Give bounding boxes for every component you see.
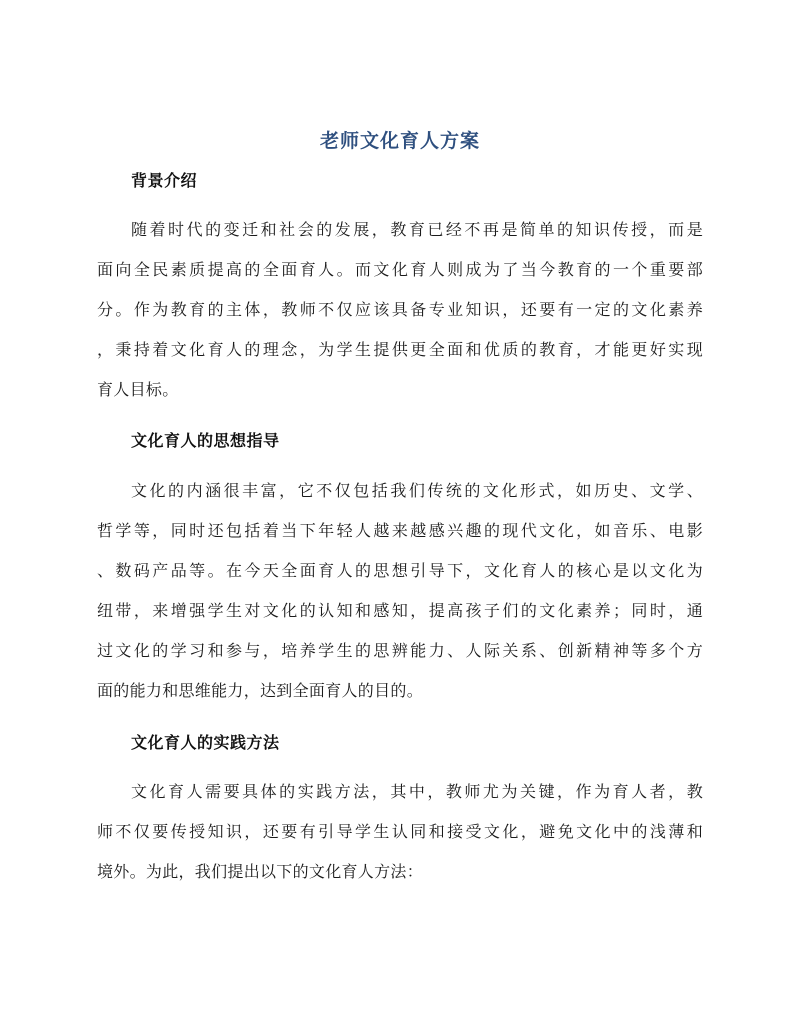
section-heading-practice: 文化育人的实践方法 xyxy=(131,733,280,752)
paragraph-line: 面的能力和思维能力，达到全面育人的目的。 xyxy=(97,681,424,700)
paragraph-line: 境外。为此，我们提出以下的文化育人方法： xyxy=(97,862,424,881)
paragraph-line: 文化的内涵很丰富，它不仅包括我们传统的文化形式，如历史、文学、 xyxy=(131,481,703,500)
paragraph-line: 文化育人需要具体的实践方法，其中，教师尤为关键，作为育人者，教 xyxy=(131,782,703,801)
paragraph-line: 分。作为教育的主体，教师不仅应该具备专业知识，还要有一定的文化素养 xyxy=(97,300,703,319)
paragraph-line: 过文化的学习和参与，培养学生的思辨能力、人际关系、创新精神等多个方 xyxy=(97,641,703,660)
section-heading-background: 背景介绍 xyxy=(131,171,198,190)
paragraph-line: 面向全民素质提高的全面育人。而文化育人则成为了当今教育的一个重要部 xyxy=(97,260,703,279)
paragraph-line: 随着时代的变迁和社会的发展，教育已经不再是简单的知识传授，而是 xyxy=(131,220,703,239)
document-title: 老师文化育人方案 xyxy=(319,130,480,152)
paragraph-line: 哲学等，同时还包括着当下年轻人越来越感兴趣的现代文化，如音乐、电影 xyxy=(97,521,703,540)
paragraph-line: 纽带，来增强学生对文化的认知和感知，提高孩子们的文化素养；同时，通 xyxy=(97,601,703,620)
paragraph-line: 师不仅要传授知识，还要有引导学生认同和接受文化，避免文化中的浅薄和 xyxy=(97,822,703,841)
section-heading-guidance: 文化育人的思想指导 xyxy=(131,431,280,450)
paragraph-line: 、数码产品等。在今天全面育人的思想引导下，文化育人的核心是以文化为 xyxy=(97,561,703,580)
paragraph-line: 育人目标。 xyxy=(97,380,179,399)
paragraph-line: ，秉持着文化育人的理念，为学生提供更全面和优质的教育，才能更好实现 xyxy=(97,340,703,359)
